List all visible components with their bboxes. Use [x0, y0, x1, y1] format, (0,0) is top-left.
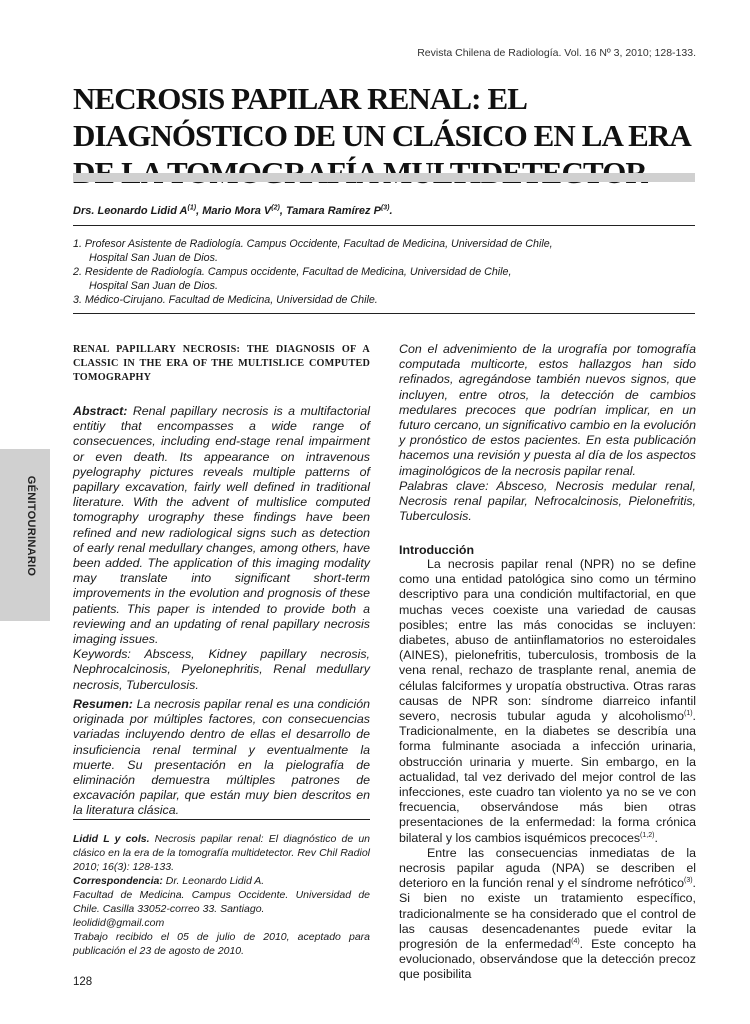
reference-marker: (4): [571, 937, 580, 945]
abstract: [73, 404, 370, 693]
page-number: 128: [73, 976, 93, 988]
article-title: NECROSIS PAPILAR RENAL: EL DIAGNÓSTICO DE UN CLÁSICO EN LA ERA: [73, 81, 690, 153]
citation-rule: [73, 819, 370, 820]
author-ref: (3): [380, 204, 390, 212]
intro-paragraph-1: La necrosis papilar renal (NPR) no se define como una entidad patológica sino como un término descriptivo para una condición multifactorial, en que muchas veces coexiste una variedad de causas posibles; entre las más conocidas se incluyen: diabetes, abuso de antiinflamatorios no esteroidales (AINES), pielonefritis, tuberculosis, trombosis de la vena renal, rechazo de trasplante renal, anemia de células falciformes y uropatía obstructiva. Otras raras causas de NPR son: síndrome diarreico infantil severo, necrosis tubular aguda y alcoholismo$^{(1)}$. Tradicionalmente, en la diabetes se describía una forma fulminante asociada a infección urinaria, obstrucción urinaria y muerte. Sin embargo, en la actualidad, tal vez derivado del mejor control de las infecciones, este cuadro tan violento ya no se ve con frecuencia, observándose más bien otras presentaciones de la enfermedad: la forma crónica bilateral y los cambios isquémicos precoces$^{(1,2)}$.: [399, 557, 696, 845]
received-dates: Trabajo recibido el 05 de julio de 2010, aceptado para publicación el 23 de agosto de 2010.: [73, 931, 370, 957]
affiliation-3: 3. Médico-Cirujano. Facultad de Medicina, Universidad de Chile.: [73, 294, 378, 306]
title-divider-bar: [73, 173, 695, 182]
journal-header: Revista Chilena de Radiología. Vol. 16 Nº 3, 2010; 128-133.: [417, 47, 696, 59]
keywords-es: Palabras clave: Absceso, Necrosis medular renal, Necrosis renal papilar, Nefrocalcinosis, Pielonefritis, Tuberculosis.: [399, 478, 696, 524]
correspondence-address: Facultad de Medicina. Campus Occidente. Universidad de Chile. Casilla 33052-correo 33. Santiago.: [73, 889, 370, 915]
correspondence-name: Dr. Leonardo Lidid A.: [165, 875, 265, 887]
introduccion-body: [399, 557, 696, 983]
citation-text: Necrosis papilar renal: El diagnóstico de un clásico en la era de la tomografía multidetector. Rev Chil Radiol 2010; 16(3): 128-133.: [73, 833, 370, 873]
resumen: [73, 697, 370, 819]
affiliation-2: 2. Residente de Radiología. Campus occidente, Facultad de Medicina, Universidad de Chile,: [73, 266, 512, 278]
author-ref: (2): [271, 204, 280, 212]
author-line: Drs. Leonardo Lidid $A^{(1)}$, Mario Mora $V^{(2)}$, Tamara Ramírez $P^{(3)}$.: [73, 204, 393, 217]
author-ref: (1): [187, 204, 197, 212]
section-tab-label: GÉNITOURINARIO: [25, 475, 37, 577]
intro-paragraph-2: Entre las consecuencias inmediatas de la necrosis papilar aguda (NPA) se describen el deterioro en la función renal y el síndrome nefrótico$^{(3)}$. Si bien no existe un tratamiento específico, tradicionalmente se ha considerado que el control de las causas desencadenantes puede evitar la progresión de la enfermedad$^{(4)}$. Este concepto ha evolucionado, observándose que la detección precoz que posibilita: [399, 845, 696, 982]
citation-label: Lidid L y cols.: [73, 833, 150, 845]
reference-marker: (1,2): [640, 831, 655, 839]
introduccion-heading: Introducción: [399, 543, 475, 557]
summary-continued: [399, 342, 696, 524]
citation-block: [73, 832, 370, 958]
abstract-label: Abstract:: [73, 404, 128, 418]
author-name: Leonardo Lidid A: [97, 205, 188, 217]
abstract-text: Renal papillary necrosis is a multifactorial entitiy that encompasses a wide range of consecuences, including end-stage renal impairment or even death. Its appearance on intravenous pyelography pictures reveals multiple patterns of papillary excavation, fairly well defined in traditional literature. With the advent of multislice computed tomography urography these findings have been refined and new radiological signs such as detection of early renal medullary changes, among others, have been added. The application of this imaging modality may translate into significant short-term improvements in the evolution and prognosis of these patients. This paper is intended to provide both a reviewing and an updating of renal papillary necrosis imaging issues.: [73, 404, 370, 647]
correspondence-label: Correspondencia:: [73, 875, 163, 887]
authors-rule: [73, 225, 695, 226]
author-name: Tamara Ramírez P: [285, 205, 381, 217]
authors-prefix: Drs.: [73, 205, 95, 217]
keywords-en: Keywords: Abscess, Kidney papillary necrosis, Nephrocalcinosis, Pyelonephritis, Renal medullary necrosis, Tuberculosis.: [73, 647, 370, 692]
affiliation-1-cont: Hospital San Juan de Dios.: [89, 252, 218, 264]
resumen-label: Resumen:: [73, 697, 133, 711]
summary-text: Con el advenimiento de la urografía por tomografía computada multicorte, estos hallazgos han sido refinados, agregándose también nuevos signos, que incluyen, entre otros, la detección de cambios medulares precoces que podrían implicar, en un futuro cercano, un significativo cambio en la evolución y pronóstico de estos pacientes. En esta publicación hacemos una revisión y puesta al día de los aspectos imaginológicos de la necrosis papilar renal.: [399, 342, 696, 478]
affiliations-rule: [73, 313, 695, 314]
author-name: Mario Mora V: [202, 205, 272, 217]
correspondence-email: leolidid@gmail.com: [73, 917, 165, 929]
reference-marker: (1): [683, 709, 693, 717]
affiliation-1: 1. Profesor Asistente de Radiología. Campus Occidente, Facultad de Medicina, Universidad de Chile,: [73, 238, 553, 250]
affiliations: [73, 237, 695, 307]
reference-marker: (3): [683, 877, 693, 885]
affiliation-2-cont: Hospital San Juan de Dios.: [89, 280, 218, 292]
english-title: RENAL PAPILLARY NECROSIS: THE DIAGNOSIS OF A CLASSIC IN THE ERA OF THE MULTISLICE COMPUTED TOMOGRAPHY: [73, 344, 370, 383]
resumen-text: La necrosis papilar renal es una condición originada por múltiples factores, con consecuencias variadas incluyendo dentro de ellas el desarrollo de insuficiencia renal terminal y eventualmente la muerte. Su presentación en la pielografía de eliminación demuestra múltiples patrones de excavación papilar, que están muy bien descritos en la literatura clásica.: [73, 697, 370, 818]
